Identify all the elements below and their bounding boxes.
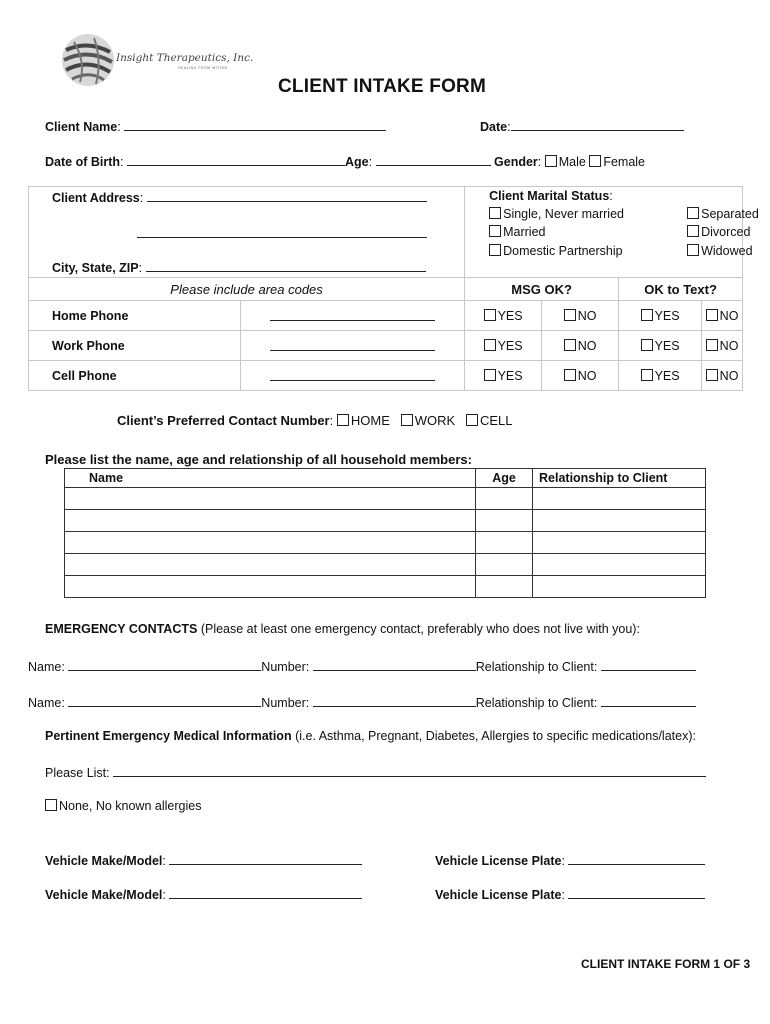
home-msg-no-checkbox[interactable]	[564, 309, 576, 321]
emergency-heading: EMERGENCY CONTACTS	[45, 622, 198, 636]
work-phone-label: Work Phone	[29, 331, 241, 361]
table-row[interactable]	[65, 488, 706, 510]
please-list-label: Please List	[45, 766, 107, 780]
vehicle-plate-row-1: Vehicle License Plate:	[435, 852, 705, 868]
client-name-field[interactable]	[124, 118, 386, 131]
work-msg-no-checkbox[interactable]	[564, 339, 576, 351]
emergency-1-number-field[interactable]	[313, 658, 476, 671]
separated-label: Separated	[701, 207, 759, 221]
domestic-partnership-label: Domestic Partnership	[503, 244, 623, 258]
address-line-2[interactable]	[137, 225, 427, 238]
male-checkbox[interactable]	[545, 155, 557, 167]
cell-msg-no-checkbox[interactable]	[564, 369, 576, 381]
company-logo	[60, 30, 260, 90]
ok-to-text-header: OK to Text?	[619, 278, 743, 301]
marital-status-label: Client Marital Status	[489, 189, 610, 203]
yes-label: YES	[654, 368, 680, 383]
household-instruction: Please list the name, age and relationship of all household members:	[45, 452, 472, 467]
vehicle-2-make-field[interactable]	[169, 886, 362, 899]
please-list-row: Please List:	[45, 764, 706, 780]
cell-phone-row	[29, 361, 743, 391]
no-allergies-row	[45, 799, 201, 813]
date-field[interactable]	[511, 118, 684, 131]
preferred-contact-row: Client’s Preferred Contact Number: HOME WORK CELL	[117, 413, 513, 428]
cell-text-no-checkbox[interactable]	[706, 369, 718, 381]
age-label: Age	[344, 155, 369, 169]
married-label: Married	[503, 225, 546, 239]
logo-company-name: Insight Therapeutics, Inc.	[116, 52, 254, 64]
city-state-zip-label: City, State, ZIP	[52, 261, 139, 275]
page-title: CLIENT INTAKE FORM	[278, 76, 487, 97]
emergency-relationship-label: Relationship to Client	[475, 660, 594, 674]
single-checkbox[interactable]	[489, 207, 501, 219]
home-text-no-checkbox[interactable]	[706, 309, 718, 321]
no-label: NO	[719, 338, 739, 353]
table-row[interactable]	[65, 554, 706, 576]
cell-text-yes-checkbox[interactable]	[641, 369, 653, 381]
marital-cell: Client Marital Status: Single, Never married Married Domestic Partnership Separated Divorced Widowed	[465, 187, 743, 278]
emergency-note: (Please at least one emergency contact, preferably who does not live with you):	[200, 622, 640, 636]
emergency-2-name-field[interactable]	[68, 694, 261, 707]
work-text-yes-checkbox[interactable]	[641, 339, 653, 351]
preferred-home-label: HOME	[350, 413, 390, 428]
emergency-contact-2: Name: Number: Relationship to Client:	[28, 694, 696, 710]
dob-field[interactable]	[127, 153, 345, 166]
no-label: NO	[577, 338, 597, 353]
table-row[interactable]	[65, 576, 706, 598]
preferred-home-checkbox[interactable]	[337, 414, 349, 426]
emergency-2-number-field[interactable]	[313, 694, 476, 707]
gender-label: Gender	[494, 155, 538, 169]
divorced-checkbox[interactable]	[687, 225, 699, 237]
emergency-contact-1: Name: Number: Relationship to Client:	[28, 658, 696, 674]
vehicle-plate-label: Vehicle License Plate	[435, 888, 562, 902]
date-label: Date	[480, 120, 508, 134]
vehicle-1-make-field[interactable]	[169, 852, 362, 865]
yes-label: YES	[497, 338, 523, 353]
client-name-row: Client Name:	[45, 118, 386, 134]
household-age-header: Age	[476, 469, 533, 488]
age-field[interactable]	[376, 153, 491, 166]
household-relationship-header: Relationship to Client	[533, 469, 706, 488]
cell-phone-field[interactable]	[270, 368, 435, 381]
medical-heading-row	[45, 729, 696, 743]
work-msg-yes-checkbox[interactable]	[484, 339, 496, 351]
no-label: NO	[577, 308, 597, 323]
work-text-no-checkbox[interactable]	[706, 339, 718, 351]
female-checkbox[interactable]	[589, 155, 601, 167]
vehicle-row-2: Vehicle Make/Model:	[45, 886, 362, 902]
home-phone-row	[29, 301, 743, 331]
no-label: NO	[719, 368, 739, 383]
female-label: Female	[603, 155, 645, 169]
emergency-name-label: Name	[28, 660, 62, 674]
home-phone-field[interactable]	[270, 308, 435, 321]
date-row: Date:	[480, 118, 684, 134]
preferred-contact-label: Client’s Preferred Contact Number	[117, 413, 330, 428]
emergency-number-label: Number	[261, 660, 306, 674]
domestic-partnership-checkbox[interactable]	[489, 244, 501, 256]
separated-checkbox[interactable]	[687, 207, 699, 219]
emergency-relationship-label: Relationship to Client	[475, 696, 594, 710]
address-line-1[interactable]	[147, 189, 427, 202]
vehicle-plate-row-2: Vehicle License Plate:	[435, 886, 705, 902]
emergency-name-label: Name	[28, 696, 62, 710]
cell-phone-label: Cell Phone	[29, 361, 241, 391]
preferred-cell-checkbox[interactable]	[466, 414, 478, 426]
medical-heading: Pertinent Emergency Medical Information	[45, 729, 292, 743]
divorced-label: Divorced	[701, 225, 751, 239]
yes-label: YES	[497, 368, 523, 383]
no-label: NO	[577, 368, 597, 383]
preferred-cell-label: CELL	[480, 413, 513, 428]
vehicle-2-plate-field[interactable]	[568, 886, 705, 899]
vehicle-plate-label: Vehicle License Plate	[435, 854, 562, 868]
address-phone-table	[28, 186, 759, 391]
widowed-checkbox[interactable]	[687, 244, 699, 256]
yes-label: YES	[654, 338, 680, 353]
household-header-row	[65, 469, 706, 488]
city-state-zip-field[interactable]	[146, 259, 426, 272]
table-row[interactable]	[65, 510, 706, 532]
area-code-note: Please include area codes	[29, 278, 465, 301]
emergency-1-name-field[interactable]	[68, 658, 261, 671]
medical-note: (i.e. Asthma, Pregnant, Diabetes, Allergies to specific medications/latex):	[295, 729, 696, 743]
single-label: Single, Never married	[503, 207, 624, 221]
cell-msg-yes-checkbox[interactable]	[484, 369, 496, 381]
male-label: Male	[558, 155, 586, 169]
vehicle-1-plate-field[interactable]	[568, 852, 705, 865]
yes-label: YES	[497, 308, 523, 323]
no-label: NO	[719, 308, 739, 323]
preferred-work-label: WORK	[414, 413, 456, 428]
page-footer: CLIENT INTAKE FORM 1 OF 3	[581, 957, 751, 971]
dob-label: Date of Birth	[45, 155, 120, 169]
work-phone-field[interactable]	[270, 338, 435, 351]
vehicle-make-label: Vehicle Make/Model	[45, 854, 163, 868]
widowed-label: Widowed	[701, 244, 753, 258]
client-address-label: Client Address	[52, 191, 140, 205]
address-cell: Client Address: City, State, ZIP:	[29, 187, 465, 278]
preferred-work-checkbox[interactable]	[401, 414, 413, 426]
home-msg-yes-checkbox[interactable]	[484, 309, 496, 321]
msg-ok-header: MSG OK?	[465, 278, 619, 301]
client-name-label: Client Name	[45, 120, 118, 134]
vehicle-row-1: Vehicle Make/Model:	[45, 852, 362, 868]
home-text-yes-checkbox[interactable]	[641, 309, 653, 321]
yes-label: YES	[654, 308, 680, 323]
married-checkbox[interactable]	[489, 225, 501, 237]
vehicle-make-label: Vehicle Make/Model	[45, 888, 163, 902]
emergency-1-relationship-field[interactable]	[601, 658, 696, 671]
emergency-heading-row	[45, 622, 640, 636]
home-phone-label: Home Phone	[29, 301, 241, 331]
no-allergies-label: None, No known allergies	[59, 799, 202, 813]
household-name-header: Name	[65, 469, 476, 488]
please-list-field[interactable]	[113, 764, 706, 777]
table-row[interactable]	[65, 532, 706, 554]
household-table	[64, 468, 706, 598]
work-phone-row	[29, 331, 743, 361]
logo-tagline: HEALING FROM WITHIN	[178, 66, 228, 70]
logo-swirl-icon	[60, 32, 116, 88]
no-allergies-checkbox[interactable]	[45, 799, 57, 811]
emergency-2-relationship-field[interactable]	[601, 694, 696, 707]
dob-row: Date of Birth: Age: Gender: Male Female	[45, 155, 645, 169]
emergency-number-label: Number	[261, 696, 306, 710]
